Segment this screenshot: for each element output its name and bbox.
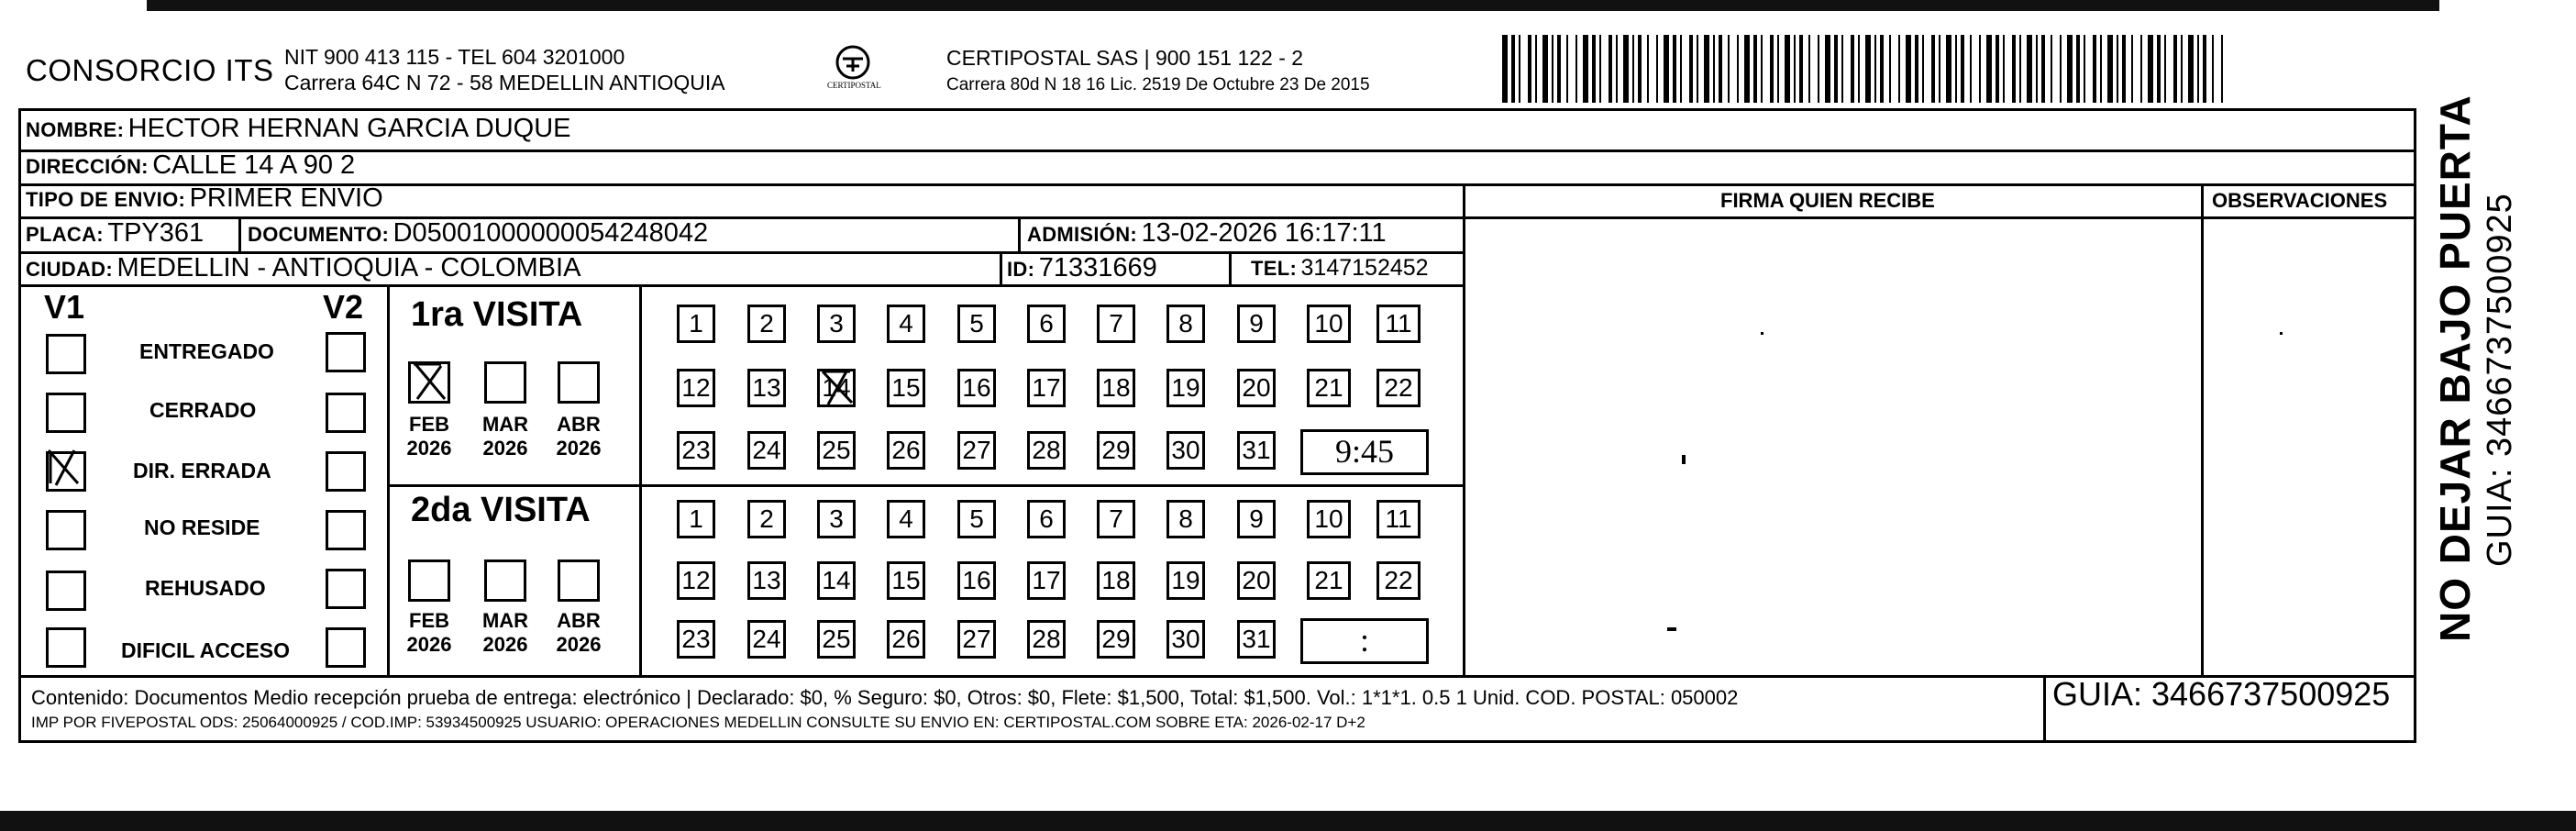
status-label-entregado: ENTREGADO	[139, 339, 274, 363]
print-info-line: IMP POR FIVEPOSTAL ODS: 25064000925 / COD.IMP: 53934500925 USUARIO: OPERACIONES MEDELLIN CONSULTE SU ENVIO EN: CERTIPOSTAL.COM SOBRE ETA: 2026-02-17 D+2	[31, 714, 1365, 731]
no-dejar-bajo-puerta-label: NO DEJAR BAJO PUERTA	[2431, 94, 2479, 642]
visit2-month-mar-checkbox[interactable]	[484, 560, 526, 602]
signature-mark	[1682, 455, 1686, 464]
status-label-rehusado: REHUSADO	[145, 576, 266, 600]
visit2-day-22[interactable]: 22	[1376, 561, 1421, 600]
visit2-day-6[interactable]: 6	[1027, 500, 1066, 538]
id-value: 71331669	[1038, 253, 1157, 283]
visit2-day-23[interactable]: 23	[677, 620, 715, 659]
visit2-day-14[interactable]: 14	[817, 561, 856, 600]
visit1-day-23[interactable]: 23	[677, 431, 715, 470]
id-label: ID:	[1007, 258, 1035, 281]
visit1-day-15[interactable]: 15	[887, 369, 925, 407]
bottom-edge-band	[0, 811, 2576, 831]
visit2-day-13[interactable]: 13	[747, 561, 786, 600]
visit1-day-19[interactable]: 19	[1166, 369, 1205, 407]
visit1-month-feb-checkbox[interactable]	[408, 361, 450, 404]
company-name: CONSORCIO ITS	[26, 53, 274, 87]
certipostal-info	[946, 44, 1370, 99]
placa-field	[26, 218, 204, 249]
visit-divider	[387, 484, 1463, 487]
documento-field	[248, 218, 708, 249]
observaciones-header: OBSERVACIONES	[2212, 189, 2388, 212]
v2-header: V2	[323, 288, 364, 326]
month-year: 2026	[556, 633, 602, 656]
logo-text: CERTIPOSTAL	[827, 81, 881, 90]
visit2-day-27[interactable]: 27	[957, 620, 996, 659]
nit-line: NIT 900 413 115 - TEL 604 3201000	[284, 45, 625, 69]
visit2-day-20[interactable]: 20	[1237, 561, 1276, 600]
tel-label: TEL:	[1251, 257, 1298, 280]
barcode	[1502, 35, 2228, 103]
visit2-day-29[interactable]: 29	[1097, 620, 1135, 659]
v2-rehusado-checkbox[interactable]	[326, 569, 366, 609]
visit2-day-11[interactable]: 11	[1376, 500, 1421, 538]
status-label-dir-errada: DIR. ERRADA	[133, 459, 271, 482]
visit2-day-25[interactable]: 25	[817, 620, 856, 659]
visit2-day-15[interactable]: 15	[887, 561, 925, 600]
visit2-day-7[interactable]: 7	[1097, 500, 1135, 538]
visit1-day-27[interactable]: 27	[957, 431, 996, 470]
v1-cerrado-checkbox[interactable]	[46, 393, 86, 433]
month-name: ABR	[557, 609, 601, 632]
observation-mark	[2280, 332, 2283, 335]
visit1-day-26[interactable]: 26	[887, 431, 925, 470]
status-label-cerrado: CERRADO	[149, 398, 257, 422]
visit2-day-18[interactable]: 18	[1097, 561, 1135, 600]
visit1-day-14[interactable]: 14	[817, 369, 856, 407]
id-divider	[1000, 251, 1002, 284]
signature-mark	[1667, 627, 1676, 631]
v2-dificil-acceso-checkbox[interactable]	[326, 627, 366, 668]
visit1-month-mar-checkbox[interactable]	[484, 361, 526, 404]
v1-no-reside-checkbox[interactable]	[46, 510, 86, 550]
visit1-day-8[interactable]: 8	[1166, 305, 1205, 343]
direccion-row	[26, 150, 355, 181]
visit2-day-24[interactable]: 24	[747, 620, 786, 659]
placa-value: TPY361	[107, 218, 205, 248]
month-year: 2026	[406, 437, 452, 460]
visit2-day-2[interactable]: 2	[747, 500, 786, 538]
visit2-day-4[interactable]: 4	[887, 500, 925, 538]
status-divider	[387, 284, 390, 675]
ciudad-field	[26, 253, 580, 283]
visit2-day-1[interactable]: 1	[677, 500, 715, 538]
month-name: ABR	[557, 413, 601, 436]
visit2-day-3[interactable]: 3	[817, 500, 856, 538]
visit1-day-25[interactable]: 25	[817, 431, 856, 470]
visit1-day-2[interactable]: 2	[747, 305, 786, 343]
tipo-row	[26, 183, 383, 214]
month-year: 2026	[556, 437, 602, 460]
status-label-dificil-acceso: DIFICIL ACCESO	[121, 638, 291, 662]
signature-divider	[1463, 183, 1465, 675]
top-edge-band	[147, 0, 2439, 11]
visit1-day-20[interactable]: 20	[1237, 369, 1276, 407]
v1-dir-errada-checkbox[interactable]	[46, 451, 86, 492]
visit2-day-21[interactable]: 21	[1307, 561, 1351, 600]
company-info	[284, 44, 725, 95]
visit2-month-abr-label	[547, 609, 611, 657]
checkmark-x-icon	[408, 359, 450, 401]
tel-divider	[1229, 251, 1232, 284]
section-header-divider	[1463, 216, 2416, 219]
visit2-day-12[interactable]: 12	[677, 561, 715, 600]
visit2-day-19[interactable]: 19	[1166, 561, 1205, 600]
admision-value: 13-02-2026 16:17:11	[1141, 218, 1387, 248]
nombre-label: NOMBRE:	[26, 118, 125, 141]
calendar-divider	[639, 284, 642, 675]
month-year: 2026	[482, 437, 528, 460]
observations-divider	[2201, 183, 2204, 675]
visit1-month-feb-label	[397, 413, 461, 460]
direccion-value: CALLE 14 A 90 2	[152, 150, 356, 180]
v2-no-reside-checkbox[interactable]	[326, 510, 366, 550]
month-name: FEB	[409, 609, 449, 632]
visit1-day-17[interactable]: 17	[1027, 369, 1066, 407]
visit1-day-13[interactable]: 13	[747, 369, 786, 407]
visit1-time-field[interactable]: 9:45	[1300, 429, 1429, 475]
visit1-day-22[interactable]: 22	[1376, 369, 1421, 407]
status-label-no-reside: NO RESIDE	[144, 515, 260, 539]
visit1-month-mar-label	[473, 413, 537, 460]
visit1-day-18[interactable]: 18	[1097, 369, 1135, 407]
documento-value: D05001000000054248042	[392, 218, 709, 248]
month-name: FEB	[409, 413, 449, 436]
placa-label: PLACA:	[26, 223, 104, 246]
contents-line: Contenido: Documentos Medio recepción prueba de entrega: electrónico | Declarado: $0, % Seguro: $0, Otros: $0, Flete: $1,500, Total: $1,500. Vol.: 1*1*1. 0.5 1 Unid. COD. POSTAL: 050002	[31, 686, 1739, 709]
direccion-label: DIRECCIÓN:	[26, 155, 149, 178]
visit2-day-28[interactable]: 28	[1027, 620, 1066, 659]
visit2-title: 2da VISITA	[411, 491, 591, 529]
tipo-label: TIPO DE ENVIO:	[26, 188, 186, 211]
visit1-day-29[interactable]: 29	[1097, 431, 1135, 470]
signature-mark	[1761, 332, 1763, 335]
visit2-day-31[interactable]: 31	[1237, 620, 1276, 659]
visit2-month-feb-checkbox[interactable]	[408, 560, 450, 602]
visit1-day-3[interactable]: 3	[817, 305, 856, 343]
visit1-day-28[interactable]: 28	[1027, 431, 1066, 470]
visit2-day-30[interactable]: 30	[1166, 620, 1205, 659]
address-line: Carrera 64C N 72 - 58 MEDELLIN ANTIOQUIA	[284, 71, 725, 94]
guia-divider	[2043, 675, 2046, 743]
placa-divider	[238, 216, 241, 251]
id-field	[1007, 253, 1157, 283]
visit1-day-1[interactable]: 1	[677, 305, 715, 343]
visit2-day-26[interactable]: 26	[887, 620, 925, 659]
visit1-day-5[interactable]: 5	[957, 305, 996, 343]
visit2-day-5[interactable]: 5	[957, 500, 996, 538]
visit1-day-10[interactable]: 10	[1307, 305, 1351, 343]
visit1-day-7[interactable]: 7	[1097, 305, 1135, 343]
v1-header: V1	[44, 288, 85, 326]
ciudad-label: CIUDAD:	[26, 258, 113, 281]
tipo-value: PRIMER ENVIO	[189, 183, 383, 213]
admision-field	[1027, 218, 1387, 249]
v1-rehusado-checkbox[interactable]	[46, 571, 86, 611]
documento-label: DOCUMENTO:	[248, 223, 390, 246]
tel-value: 3147152452	[1300, 255, 1429, 281]
month-year: 2026	[482, 633, 528, 656]
ciudad-value: MEDELLIN - ANTIOQUIA - COLOMBIA	[116, 253, 581, 283]
visit2-time-field[interactable]: :	[1300, 618, 1429, 664]
checkmark-x-icon	[43, 447, 83, 487]
admision-divider	[1018, 216, 1021, 251]
visit1-day-4[interactable]: 4	[887, 305, 925, 343]
visit1-day-31[interactable]: 31	[1237, 431, 1276, 470]
visit1-day-11[interactable]: 11	[1376, 305, 1421, 343]
visit1-day-21[interactable]: 21	[1307, 369, 1351, 407]
row-divider	[18, 284, 1463, 287]
month-name: MAR	[481, 609, 529, 632]
visit1-month-abr-checkbox[interactable]	[558, 361, 600, 404]
month-year: 2026	[406, 633, 452, 656]
visit1-day-30[interactable]: 30	[1166, 431, 1205, 470]
visit2-day-17[interactable]: 17	[1027, 561, 1066, 600]
v1-dificil-acceso-checkbox[interactable]	[46, 627, 86, 668]
v1-entregado-checkbox[interactable]	[46, 334, 86, 374]
visit1-month-abr-label	[547, 413, 611, 460]
v2-cerrado-checkbox[interactable]	[326, 393, 366, 433]
visit1-title: 1ra VISITA	[411, 295, 583, 334]
certipostal-nit: CERTIPOSTAL SAS | 900 151 122 - 2	[946, 46, 1304, 70]
visit2-month-feb-label	[397, 609, 461, 657]
guia-number: GUIA: 3466737500925	[2052, 675, 2391, 713]
nombre-row	[26, 114, 571, 144]
visit1-day-24[interactable]: 24	[747, 431, 786, 470]
month-name: MAR	[481, 413, 529, 436]
visit2-month-abr-checkbox[interactable]	[558, 560, 600, 602]
v2-entregado-checkbox[interactable]	[326, 332, 366, 372]
visit2-day-8[interactable]: 8	[1166, 500, 1205, 538]
certipostal-license: Carrera 80d N 18 16 Lic. 2519 De Octubre 23 De 2015	[946, 75, 1370, 94]
visit2-day-10[interactable]: 10	[1307, 500, 1351, 538]
visit1-day-6[interactable]: 6	[1027, 305, 1066, 343]
visit1-day-12[interactable]: 12	[677, 369, 715, 407]
nombre-value: HECTOR HERNAN GARCIA DUQUE	[127, 114, 571, 143]
visit1-day-16[interactable]: 16	[957, 369, 996, 407]
tel-field	[1251, 255, 1429, 282]
visit1-day-9[interactable]: 9	[1237, 305, 1276, 343]
v2-dir-errada-checkbox[interactable]	[326, 451, 366, 492]
side-guia-number: GUIA: 3466737500925	[2481, 193, 2519, 567]
row-divider	[18, 150, 2416, 152]
visit2-day-9[interactable]: 9	[1237, 500, 1276, 538]
visit2-day-16[interactable]: 16	[957, 561, 996, 600]
day-check-icon	[817, 366, 857, 406]
firma-header: FIRMA QUIEN RECIBE	[1720, 189, 1935, 212]
visit2-month-mar-label	[473, 609, 537, 657]
admision-label: ADMISIÓN:	[1027, 223, 1138, 246]
